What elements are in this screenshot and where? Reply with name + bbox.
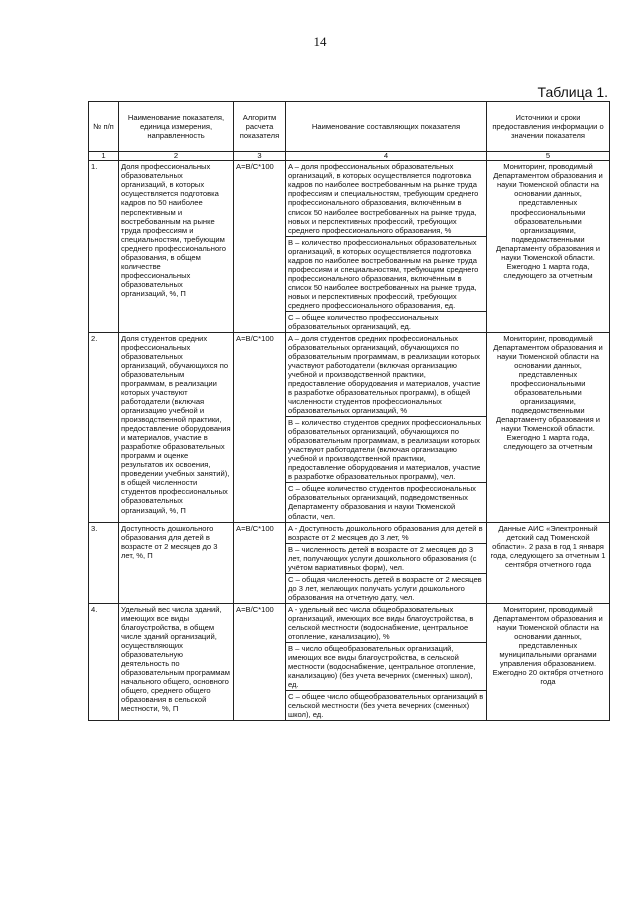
source-info: Мониторинг, проводимый Департаментом образования и науки Тюменской области на основании данных, представленных муниципальными органами управления образованием. Ежегодно 20 октября отчетного года xyxy=(487,603,610,720)
indicator-name: Доля профессиональных образовательных организаций, в которых осуществляется подготовка кадров по 50 наиболее перспективным и востребованным на рынке труда профессиям и специальностям, требующим среднего профессионального образования, в общем количестве профессиональных образовательных организаций, %, П xyxy=(119,161,234,333)
table-title: Таблица 1. xyxy=(537,84,608,100)
component-c: C – общее число общеобразовательных организаций в сельской местности (без учета вечерних (сменных) школ), ед. xyxy=(288,692,484,720)
source-info: Мониторинг, проводимый Департаментом образования и науки Тюменской области на основании данных, представленных профессиональными образовательными организациями, подведомственными Департаменту образования и науки Тюменской области. Ежегодно 1 марта года, следующего за отчетным xyxy=(487,161,610,333)
component-divider xyxy=(286,311,486,312)
algorithm-formula: A=B/C*100 xyxy=(234,603,286,720)
component-a: A - удельный вес числа общеобразовательных организаций, имеющих все виды благоустройства, в сельской местности (водоснабжение, центральное отопление, канализацию), % xyxy=(288,604,474,641)
algorithm-formula: A=B/C*100 xyxy=(234,522,286,603)
row-number: 2. xyxy=(89,332,119,522)
component-a: A – доля профессиональных образовательных организаций, в которых осуществляется подготовка кадров по наиболее востребованным на рынке труда профессиям и специальностям, требующим среднего профессионального образования, включённым в список 50 наиболее востребованных на рынке труда, новых и перспективных профессий, требующих среднего профессионального образования, % xyxy=(288,162,479,235)
row-number: 3. xyxy=(89,522,119,603)
component-c: C – общая численность детей в возрасте от 2 месяцев до 3 лет, желающих получать услуги дошкольного образования на отчетную дату, чел. xyxy=(288,574,482,602)
component-b: B – количество профессиональных образовательных организаций, в которых осуществляется подготовка кадров по наиболее востребованным на рынке труда профессиям и специальностям, требующим среднего профессионального образования, включённым в список 50 наиболее востребованных на рынке труда, новых и перспективных профессий, требующих среднего профессионального образования, ед. xyxy=(288,237,479,310)
column-number: 4 xyxy=(286,152,487,161)
table-row xyxy=(89,332,610,522)
components-cell xyxy=(286,603,487,720)
indicator-name: Доступность дошкольного образования для детей в возрасте от 2 месяцев до 3 лет, %, П xyxy=(119,522,234,603)
component-divider xyxy=(286,543,486,544)
algorithm-formula: A=B/C*100 xyxy=(234,332,286,522)
components-cell xyxy=(286,522,487,603)
header-indicator-name: Наименование показателя, единица измерения, направленность xyxy=(119,102,234,152)
table-header-row xyxy=(89,102,610,152)
column-number-row xyxy=(89,152,610,161)
column-number: 5 xyxy=(487,152,610,161)
source-info: Мониторинг, проводимый Департаментом образования и науки Тюменской области на основании данных, представленных профессиональными образовательными организациями, подведомственными Департаменту образования и науки Тюменской области. Ежегодно 1 марта года, следующего за отчетным xyxy=(487,332,610,522)
table-row xyxy=(89,161,610,333)
header-algorithm: Алгоритм расчета показателя xyxy=(234,102,286,152)
row-number: 1. xyxy=(89,161,119,333)
header-components: Наименование составляющих показателя xyxy=(286,102,487,152)
page-number: 14 xyxy=(313,34,327,49)
indicator-name: Удельный вес числа зданий, имеющих все виды благоустройства, в общем числе зданий организаций, осуществляющих образовательную деятельность по образовательным программам начального общего, основного общего, среднего общего образования в сельской местности, %, П xyxy=(119,603,234,720)
components-cell xyxy=(286,332,487,522)
column-number: 2 xyxy=(119,152,234,161)
component-b: B – число общеобразовательных организаций, имеющих все виды благоустройства, в сельской местности (водоснабжение, центральное отопление, канализацию) (без учета вечерних (сменных) школ), ед. xyxy=(288,643,476,690)
component-divider xyxy=(286,416,486,417)
component-divider xyxy=(286,236,486,237)
indicator-name: Доля студентов средних профессиональных образовательных организаций, обучающихся по образовательным программам, в реализации которых участвуют работодатели (включая организацию учебной и производственной практики, предоставление оборудования и материалов, участие в разработке образовательных программ и оценке результатов их освоения, проведении учебных занятий), в общей численности студентов профессиональных образовательных организаций, %, П xyxy=(119,332,234,522)
table-row xyxy=(89,522,610,603)
source-info: Данные АИС «Электронный детский сад Тюменской области». 2 раза в год 1 января года, следующего за отчетным 1 сентября отчетного года xyxy=(487,522,610,603)
component-b: B – численность детей в возрасте от 2 месяцев до 3 лет, получающих услуги дошкольного образования (с учётом вариативных форм), чел. xyxy=(288,544,477,572)
component-c: C – общее количество профессиональных образовательных организаций, ед. xyxy=(288,312,439,331)
row-number: 4. xyxy=(89,603,119,720)
header-number: № п/п xyxy=(89,102,119,152)
component-a: A - Доступность дошкольного образования для детей в возрасте от 2 месяцев до 3 лет, % xyxy=(288,523,483,542)
component-divider xyxy=(286,690,486,691)
component-divider xyxy=(286,642,486,643)
component-c: C – общее количество студентов профессиональных образовательных организаций, подведомственных Департаменту образования и науки Тюменской области, чел. xyxy=(288,484,476,521)
component-divider xyxy=(286,573,486,574)
component-a: A – доля студентов средних профессиональных образовательных организаций, обучающихся по образовательным программам, в реализации которых участвуют работодатели (включая организацию учебной и производственной практики, предоставление оборудования и материалов, участие в разработке образовательных программ), в общей численности студентов профессиональных образовательных организаций, % xyxy=(288,333,481,416)
column-number: 1 xyxy=(89,152,119,161)
component-b: B – количество студентов средних профессиональных образовательных организаций, обучающихся по образовательным программам, в реализации которых участвуют работодатели (включая организацию учебной и производственной практики, предоставление оборудования и материалов, участие в разработке образовательных программ), чел. xyxy=(288,418,482,482)
components-cell xyxy=(286,161,487,333)
header-sources: Источники и сроки предоставления информации о значении показателя xyxy=(487,102,610,152)
component-divider xyxy=(286,482,486,483)
column-number: 3 xyxy=(234,152,286,161)
algorithm-formula: A=B/C*100 xyxy=(234,161,286,333)
table-row xyxy=(89,603,610,720)
indicator-table xyxy=(88,101,610,721)
